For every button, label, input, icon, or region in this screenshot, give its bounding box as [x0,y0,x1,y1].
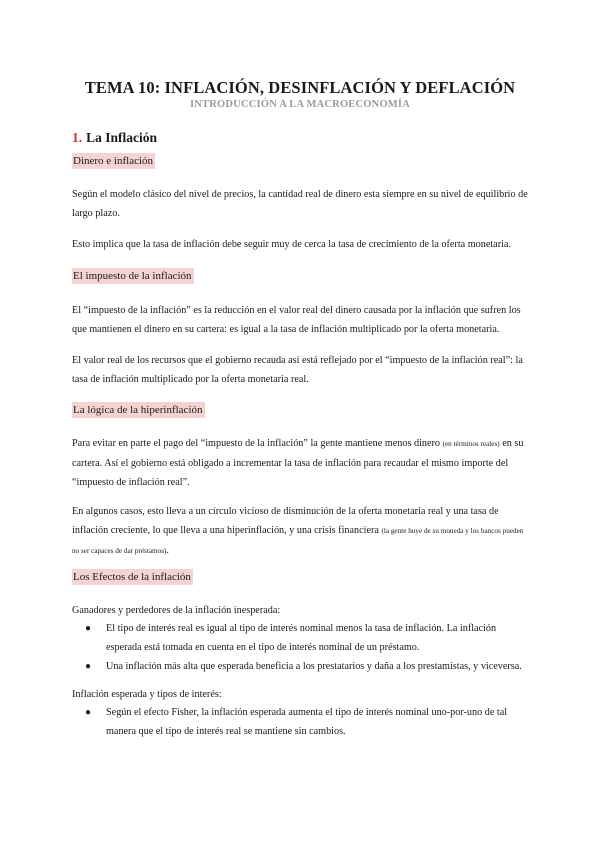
list-item-text: Una inflación más alta que esperada beneficia a los prestatarios y daña a los prestamistas, y viceversa. [106,661,522,672]
paragraph: Según el modelo clásico del nivel de precios, la cantidad real de dinero esta siempre en su nivel de equilibrio de largo plazo. [72,189,528,219]
list-item-text: Según el efecto Fisher, la inflación esperada aumenta el tipo de interés nominal uno-por-uno de tal manera que el tipo de interés real se mantiene sin cambios. [106,707,508,737]
list-item [72,703,532,741]
list-intro: Inflación esperada y tipos de interés: [72,689,222,700]
paragraph [72,502,532,561]
bullet-icon: ● [85,707,92,718]
subheading-hiperinflacion: La lógica de la hiperinflación [73,404,203,416]
subheading-dinero: Dinero e inflación [73,155,154,167]
bullet-icon: ● [85,623,92,634]
list-item-text: El tipo de interés real es igual al tipo de interés nominal menos la tasa de inflación. La inflación esperada está tomada en cuenta en el tipo de interés nominal de un préstamo. [106,623,497,653]
list-item [72,619,532,657]
text-span: . [166,545,169,556]
bullet-list [72,619,532,676]
small-note: (en términos reales) [442,440,500,448]
paragraph: El valor real de los recursos que el gobierno recauda así está reflejado por el “impuesto de la inflación real”: la tasa de inflación multiplicado por la oferta monetaria real. [72,355,523,385]
section-heading [72,130,157,146]
list-item [72,657,532,676]
subheading-efectos: Los Efectos de la inflación [73,571,191,583]
text-span: en su cartera. Así el gobierno está obligado a incrementar la tasa de inflación para recaudar el mismo importe del “impuesto de inflación real”. [72,438,524,488]
section-number: 1. [72,130,83,145]
bullet-icon: ● [85,661,92,672]
document-title: TEMA 10: INFLACIÓN, DESINFLACIÓN Y DEFLACIÓN [84,78,516,97]
paragraph [72,434,532,492]
subheading-impuesto: El impuesto de la inflación [73,270,192,282]
text-span: Para evitar en parte el pago del “impuesto de la inflación” la gente mantiene menos dinero [72,438,443,449]
small-note: (la gente huye de su moneda y los bancos pueden no ser capaces de dar préstamos) [72,527,524,555]
list-intro: Ganadores y perdedores de la inflación inesperada: [72,605,281,616]
document-subtitle: INTRODUCCIÓN A LA MACROECONOMÍA [189,99,410,110]
bullet-list [72,703,532,741]
paragraph: El “impuesto de la inflación” es la reducción en el valor real del dinero causada por la inflación que sufren los que mantienen el dinero en su cartera: es igual a la tasa de inflación multiplicado por la oferta monetaria. [72,305,521,335]
section-title: La Inflación [86,130,158,145]
text-span: En algunos casos, esto lleva a un círculo vicioso de disminución de la oferta monetaria real y una tasa de inflación creciente, lo que lleva a una hiperinflación, y una crisis financiera [72,506,499,536]
paragraph: Esto implica que la tasa de inflación debe seguir muy de cerca la tasa de crecimiento de la oferta monetaria. [72,239,511,250]
